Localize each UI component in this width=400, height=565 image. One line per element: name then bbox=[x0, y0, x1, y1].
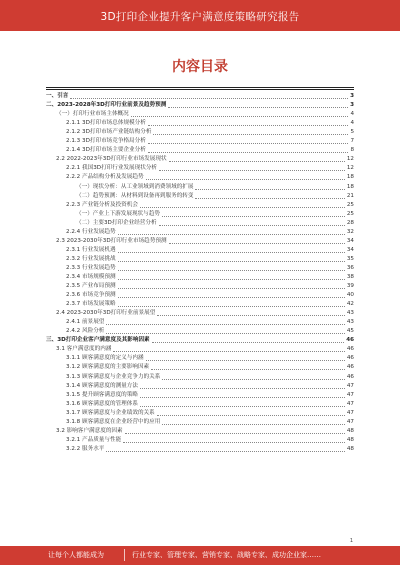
toc-leader-dots bbox=[157, 314, 345, 316]
toc-entry-page: 43 bbox=[346, 319, 354, 326]
toc-entry-page: 38 bbox=[346, 273, 354, 280]
toc-leader-dots bbox=[125, 432, 345, 434]
toc-entry-page: 34 bbox=[346, 237, 354, 244]
toc-leader-dots bbox=[195, 188, 344, 190]
header-bar bbox=[0, 0, 400, 31]
toc-entry-page: 4 bbox=[350, 111, 354, 118]
toc-entry-page: 46 bbox=[346, 337, 354, 344]
toc-leader-dots bbox=[118, 251, 345, 253]
toc-entry[interactable] bbox=[46, 345, 354, 354]
toc-leader-dots bbox=[162, 215, 345, 217]
toc-entry[interactable] bbox=[46, 327, 354, 336]
toc-leader-dots bbox=[146, 359, 345, 361]
toc-entry-page: 48 bbox=[346, 436, 354, 443]
report-title: 3D打印企业提升客户满意度策略研究报告 bbox=[100, 11, 300, 23]
toc-entry-page: 45 bbox=[346, 328, 354, 335]
toc-entry[interactable] bbox=[46, 246, 354, 255]
toc-entry-title: 3.2 影响客户满意度的因素 bbox=[56, 427, 123, 434]
toc-entry-title: （一）产业上下游发展现状与趋势 bbox=[76, 210, 160, 217]
toc-entry-title: 3.1.1 顾客满意度的定义与内涵 bbox=[66, 355, 144, 362]
toc-entry[interactable] bbox=[46, 92, 354, 101]
toc-entry[interactable] bbox=[46, 409, 354, 418]
toc-entry[interactable] bbox=[46, 418, 354, 427]
footer-bar bbox=[0, 546, 400, 565]
toc-entry-title: 2.3.1 行业发展机遇 bbox=[66, 246, 116, 253]
toc-entry-page: 46 bbox=[346, 373, 354, 380]
toc-entry-page: 25 bbox=[346, 210, 354, 217]
toc-entry-page: 47 bbox=[346, 400, 354, 407]
toc-leader-dots bbox=[148, 142, 349, 144]
toc-entry[interactable] bbox=[46, 318, 354, 327]
toc-entry[interactable] bbox=[46, 237, 354, 246]
toc-entry[interactable] bbox=[46, 137, 354, 146]
toc-leader-dots bbox=[106, 332, 344, 334]
toc-leader-dots bbox=[148, 124, 349, 126]
toc-leader-dots bbox=[131, 115, 349, 117]
toc-entry-page: 48 bbox=[346, 427, 354, 434]
toc-leader-dots bbox=[123, 441, 345, 443]
toc-leader-dots bbox=[118, 269, 345, 271]
toc-entry[interactable] bbox=[46, 173, 354, 182]
toc-entry-title: （一）打印行业市场主体概况 bbox=[56, 111, 129, 118]
toc-entry-title: 二、2023-2028年3D打印行业前景及趋势预测 bbox=[46, 102, 167, 109]
toc-entry-page: 46 bbox=[346, 355, 354, 362]
toc-entry[interactable] bbox=[46, 291, 354, 300]
toc-entry-page: 18 bbox=[346, 174, 354, 181]
toc-entry-title: 三、3D打印企业客户满意度及其影响因素 bbox=[46, 337, 150, 344]
toc-leader-dots bbox=[118, 278, 345, 280]
toc-entry[interactable] bbox=[46, 391, 354, 400]
toc-leader-dots bbox=[151, 368, 345, 370]
toc-entry[interactable] bbox=[46, 128, 354, 137]
toc-entry-title: 2.3.3 行业发展趋势 bbox=[66, 264, 116, 271]
toc-leader-dots bbox=[169, 160, 345, 162]
toc-entry-title: 2.2.4 行业发展趋势 bbox=[66, 228, 116, 235]
toc-rule-bottom bbox=[46, 89, 354, 90]
toc-entry-title: 3.1.6 顾客满意度的管理体系 bbox=[66, 400, 138, 407]
toc-entry-page: 46 bbox=[346, 364, 354, 371]
toc-leader-dots bbox=[118, 233, 345, 235]
toc-entry[interactable] bbox=[46, 427, 354, 436]
toc-entry-page: 12 bbox=[346, 165, 354, 172]
toc-entry-title: 2.3.2 行业发展挑战 bbox=[66, 255, 116, 262]
toc-leader-dots bbox=[118, 260, 345, 262]
toc-entry[interactable] bbox=[46, 119, 354, 128]
toc-leader-dots bbox=[146, 178, 345, 180]
page-number: 1 bbox=[349, 538, 353, 544]
toc-leader-dots bbox=[140, 396, 345, 398]
toc-entry-title: 3.1.3 顾客满意度与企业竞争力的关系 bbox=[66, 373, 161, 380]
toc-entry[interactable] bbox=[46, 445, 354, 454]
toc-entry-page: 3 bbox=[350, 102, 354, 109]
toc-leader-dots bbox=[140, 405, 345, 407]
toc-entry-title: 2.1.3 3D打印市场竞争格局分析 bbox=[66, 138, 146, 145]
toc-entry-title: 3.1.4 顾客满意度的测量方法 bbox=[66, 382, 138, 389]
toc-entry[interactable] bbox=[46, 210, 354, 219]
toc-entry-title: 2.2.3 产业链分析及投资机会 bbox=[66, 201, 138, 208]
toc-entry-page: 47 bbox=[346, 409, 354, 416]
footer-tagline: 行业专家、管理专家、营销专家、战略专家、成功企业家…… bbox=[132, 551, 321, 559]
table-of-contents bbox=[46, 92, 354, 454]
toc-entry-title: （一）现状分析：从工业领域到消费领域的扩展 bbox=[76, 183, 194, 190]
toc-leader-dots bbox=[106, 450, 344, 452]
toc-entry-page: 42 bbox=[346, 301, 354, 308]
toc-entry-page: 48 bbox=[346, 445, 354, 452]
toc-entry[interactable] bbox=[46, 354, 354, 363]
toc-entry-page: 35 bbox=[346, 255, 354, 262]
toc-entry-title: 2.4 2023-2030年3D打印行业前景展望 bbox=[56, 310, 156, 317]
toc-leader-dots bbox=[140, 206, 345, 208]
toc-entry-page: 12 bbox=[346, 156, 354, 163]
toc-entry-page: 7 bbox=[350, 138, 354, 145]
toc-entry[interactable] bbox=[46, 264, 354, 273]
toc-entry-title: 2.2.1 我国3D打印行业发展现状分析 bbox=[66, 165, 158, 172]
toc-entry[interactable] bbox=[46, 219, 354, 228]
toc-leader-dots bbox=[195, 197, 344, 199]
toc-leader-dots bbox=[162, 378, 345, 380]
toc-entry-page: 28 bbox=[346, 219, 354, 226]
toc-entry[interactable] bbox=[46, 336, 354, 345]
toc-entry-title: 3.1.5 提升顾客满意度的策略 bbox=[66, 391, 138, 398]
toc-entry[interactable] bbox=[46, 155, 354, 164]
toc-entry[interactable] bbox=[46, 300, 354, 309]
toc-entry[interactable] bbox=[46, 436, 354, 445]
footer-slogan: 让每个人都能成为 bbox=[48, 551, 104, 559]
toc-leader-dots bbox=[118, 287, 345, 289]
toc-leader-dots bbox=[159, 224, 345, 226]
toc-entry-page: 36 bbox=[346, 264, 354, 271]
toc-entry-page: 39 bbox=[346, 283, 354, 290]
toc-entry-page: 34 bbox=[346, 246, 354, 253]
toc-leader-dots bbox=[118, 305, 345, 307]
toc-entry-title: 3.1.7 顾客满意度与企业绩效的关系 bbox=[66, 409, 155, 416]
toc-entry-title: 3.2.2 服务水平 bbox=[66, 445, 105, 452]
toc-entry-title: 2.3.6 市场竞争预测 bbox=[66, 292, 116, 299]
footer-divider bbox=[124, 549, 125, 561]
toc-entry-title: 2.3.7 市场发展策略 bbox=[66, 301, 116, 308]
toc-entry[interactable] bbox=[46, 164, 354, 173]
toc-entry-page: 46 bbox=[346, 346, 354, 353]
toc-leader-dots bbox=[169, 242, 345, 244]
toc-entry[interactable] bbox=[46, 372, 354, 381]
toc-entry[interactable] bbox=[46, 228, 354, 237]
toc-leader-dots bbox=[140, 387, 345, 389]
toc-leader-dots bbox=[157, 414, 345, 416]
toc-entry-title: （二）主要3D打印企业经营分析 bbox=[76, 219, 157, 226]
toc-entry-page: 47 bbox=[346, 382, 354, 389]
toc-leader-dots bbox=[118, 296, 345, 298]
toc-entry-title: 2.1.4 3D打印市场主要企业分析 bbox=[66, 147, 146, 154]
toc-entry-title: 2.2 2022-2023年3D打印行业市场发展现状 bbox=[56, 156, 167, 163]
toc-entry-page: 4 bbox=[350, 120, 354, 127]
toc-leader-dots bbox=[153, 133, 348, 135]
toc-leader-dots bbox=[113, 350, 344, 352]
toc-entry-page: 32 bbox=[346, 228, 354, 235]
toc-entry[interactable] bbox=[46, 363, 354, 372]
toc-entry-page: 25 bbox=[346, 201, 354, 208]
toc-entry-title: 3.1 客户满意度的内涵 bbox=[56, 346, 112, 353]
toc-entry[interactable] bbox=[46, 101, 354, 110]
toc-heading: 内容目录 bbox=[172, 59, 228, 75]
toc-entry-page: 3 bbox=[350, 93, 354, 100]
toc-entry[interactable] bbox=[46, 182, 354, 191]
toc-leader-dots bbox=[159, 169, 345, 171]
toc-entry-title: 3.1.2 顾客满意度的主要影响因素 bbox=[66, 364, 150, 371]
toc-entry-title: 2.3.5 产业布局预测 bbox=[66, 283, 116, 290]
toc-entry-page: 18 bbox=[346, 183, 354, 190]
toc-entry-page: 21 bbox=[346, 192, 354, 199]
toc-entry-title: 一、引言 bbox=[46, 93, 69, 100]
toc-entry[interactable] bbox=[46, 255, 354, 264]
toc-entry-page: 40 bbox=[346, 292, 354, 299]
toc-entry[interactable] bbox=[46, 192, 354, 201]
toc-entry-page: 43 bbox=[346, 310, 354, 317]
toc-entry-title: （二）趋势预测：从材料到设备再到服务的转变 bbox=[76, 192, 194, 199]
toc-entry-page: 5 bbox=[350, 129, 354, 136]
toc-entry-title: 2.2.2 产品结构分析及发展趋势 bbox=[66, 174, 144, 181]
toc-leader-dots bbox=[168, 106, 348, 108]
toc-entry-page: 47 bbox=[346, 391, 354, 398]
toc-entry[interactable] bbox=[46, 309, 354, 318]
toc-entry-title: 3.1.8 顾客满意度在企业经营中的应用 bbox=[66, 418, 161, 425]
toc-entry-title: 2.1.1 3D打印市场总体规模分析 bbox=[66, 120, 146, 127]
toc-entry-title: 2.4.2 风险分析 bbox=[66, 328, 105, 335]
toc-entry[interactable] bbox=[46, 400, 354, 409]
toc-entry[interactable] bbox=[46, 282, 354, 291]
toc-entry-page: 8 bbox=[350, 147, 354, 154]
toc-entry-title: 2.3.4 市场规模预测 bbox=[66, 273, 116, 280]
toc-leader-dots bbox=[70, 97, 348, 99]
toc-entry[interactable] bbox=[46, 273, 354, 282]
toc-entry[interactable] bbox=[46, 382, 354, 391]
toc-entry-title: 3.2.1 产品质量与性能 bbox=[66, 436, 122, 443]
toc-rule-top bbox=[46, 87, 354, 88]
toc-entry[interactable] bbox=[46, 110, 354, 119]
toc-leader-dots bbox=[106, 323, 344, 325]
toc-leader-dots bbox=[162, 423, 345, 425]
toc-leader-dots bbox=[152, 341, 345, 343]
toc-entry-title: 2.4.1 前景展望 bbox=[66, 319, 105, 326]
toc-entry[interactable] bbox=[46, 146, 354, 155]
toc-entry-title: 2.3 2023-2030年3D打印行业市场趋势预测 bbox=[56, 237, 167, 244]
toc-entry[interactable] bbox=[46, 201, 354, 210]
toc-entry-page: 47 bbox=[346, 418, 354, 425]
toc-leader-dots bbox=[148, 151, 349, 153]
toc-entry-title: 2.1.2 3D打印市场产业链结构分析 bbox=[66, 129, 152, 136]
